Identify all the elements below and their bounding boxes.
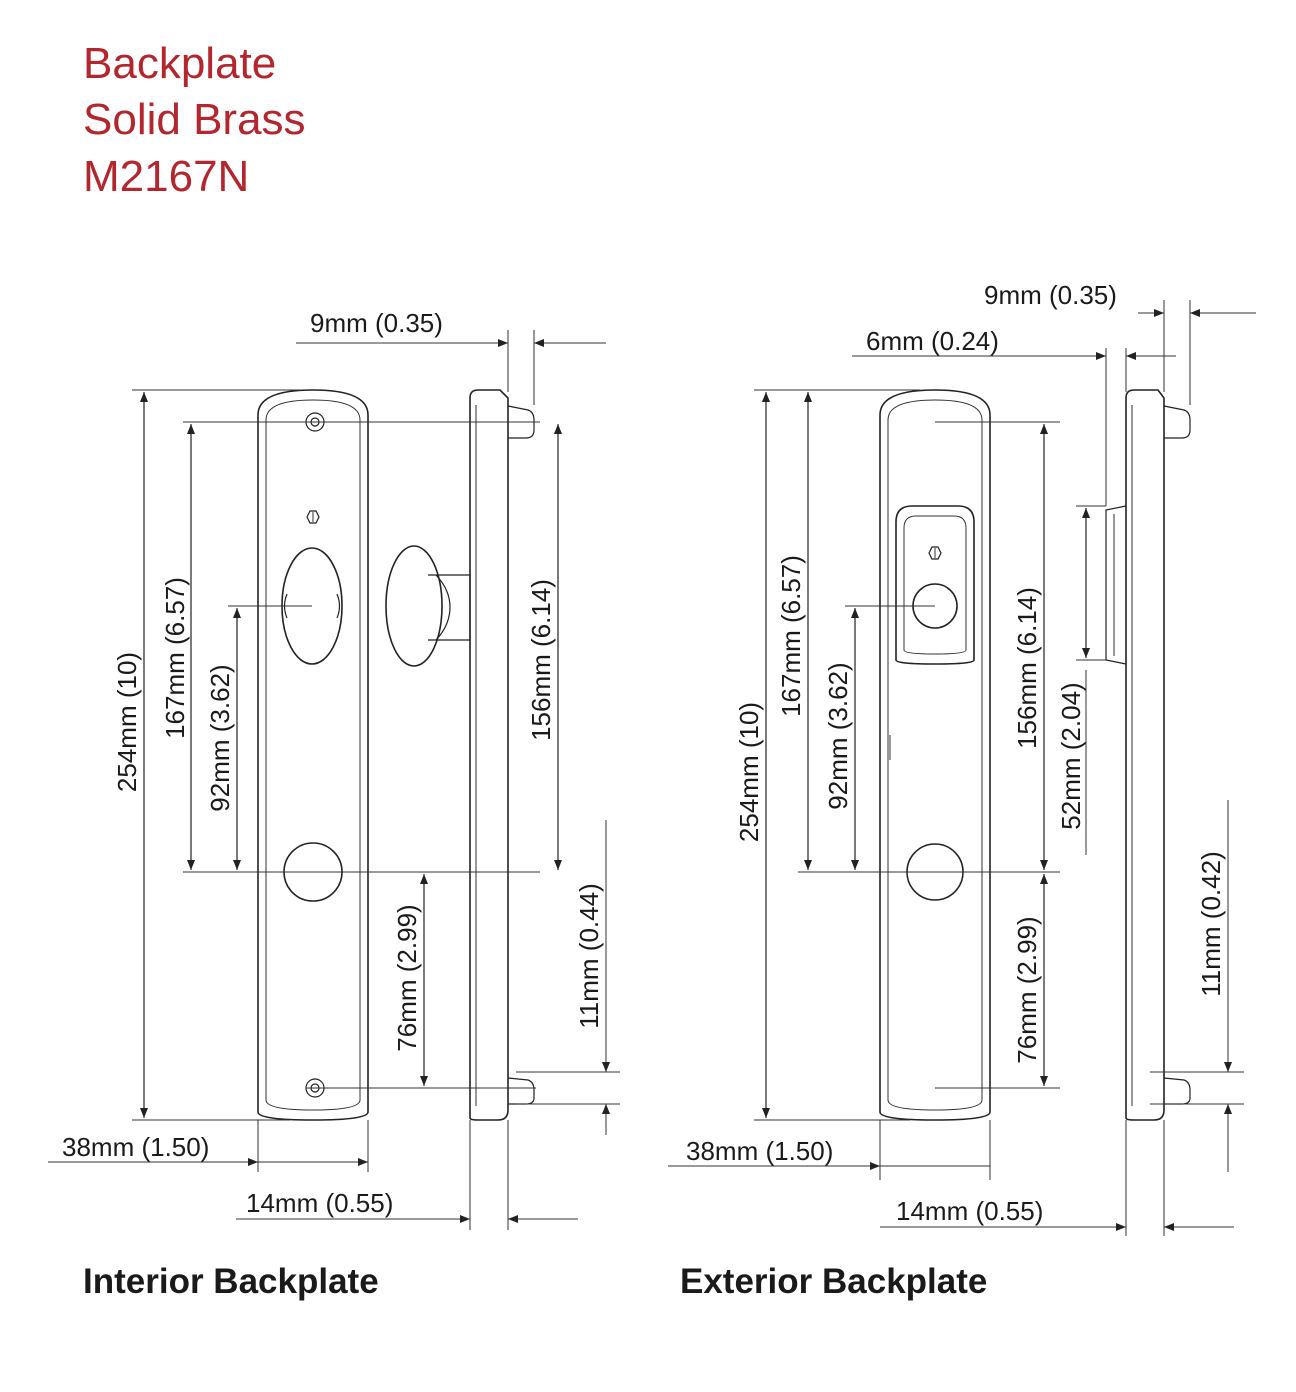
ext-top-offset-label: 9mm (0.35) bbox=[984, 280, 1117, 310]
ext-depth-label: 14mm (0.55) bbox=[896, 1196, 1044, 1226]
interior-front-plate bbox=[258, 390, 368, 1120]
int-lever-cylinder-label: 92mm (3.62) bbox=[205, 664, 235, 812]
header-line-backplate: Backplate bbox=[83, 39, 277, 88]
ext-screw-span-label: 167mm (6.57) bbox=[776, 555, 806, 717]
ext-side-span-label: 156mm (6.14) bbox=[1012, 587, 1042, 749]
int-cylinder-screw-label: 76mm (2.99) bbox=[392, 904, 422, 1052]
ext-inner-offset-label: 6mm (0.24) bbox=[866, 326, 999, 356]
ext-latch-span-label: 52mm (2.04) bbox=[1056, 682, 1086, 830]
int-side-span-label: 156mm (6.14) bbox=[526, 579, 556, 741]
int-screw-span-label: 167mm (6.57) bbox=[160, 577, 190, 739]
int-screw-offset-label: 11mm (0.44) bbox=[574, 883, 604, 1029]
ext-lever-cylinder-label: 92mm (3.62) bbox=[823, 662, 853, 810]
int-overall-height-label: 254mm (10) bbox=[112, 651, 142, 793]
ext-overall-height-label: 254mm (10) bbox=[734, 701, 764, 843]
int-width-label: 38mm (1.50) bbox=[62, 1132, 210, 1162]
header-line-material: Solid Brass bbox=[83, 95, 306, 144]
int-depth-label: 14mm (0.55) bbox=[246, 1188, 394, 1218]
int-top-offset-label: 9mm (0.35) bbox=[310, 308, 443, 338]
exterior-front-plate bbox=[880, 390, 990, 1120]
ext-screw-offset-label: 11mm (0.42) bbox=[1196, 851, 1226, 997]
header-line-model: M2167N bbox=[83, 152, 250, 201]
exterior-side-plate bbox=[1106, 390, 1190, 1120]
ext-width-label: 38mm (1.50) bbox=[686, 1136, 834, 1166]
ext-cylinder-screw-label: 76mm (2.99) bbox=[1012, 916, 1042, 1064]
interior-caption: Interior Backplate bbox=[83, 1262, 379, 1301]
exterior-caption: Exterior Backplate bbox=[680, 1262, 988, 1301]
